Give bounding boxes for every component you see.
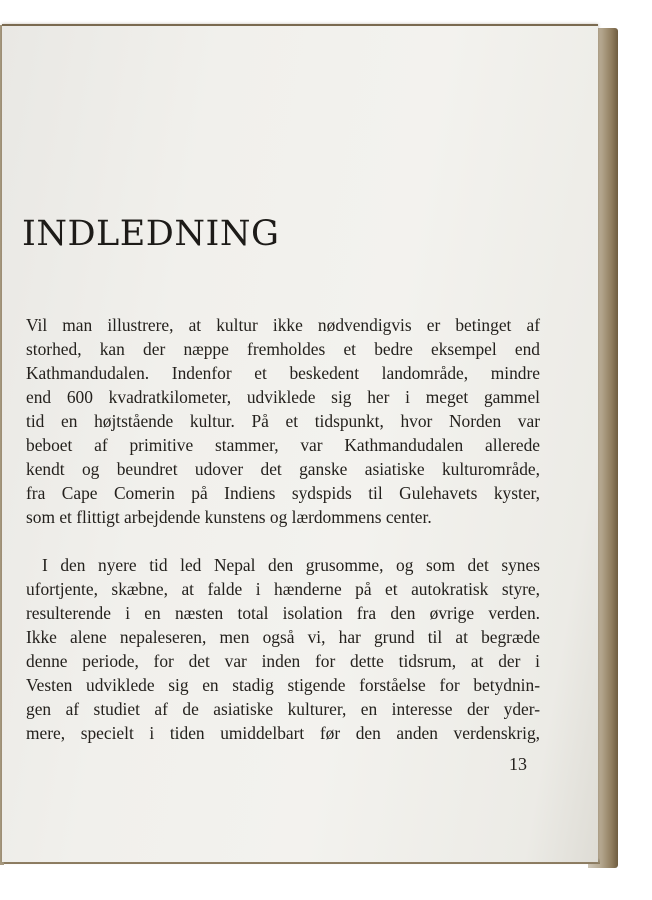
page-number: 13 <box>509 754 527 774</box>
text-line: mere, specielt i tiden umiddelbart før den anden verdenskrig, <box>26 723 540 743</box>
body-text <box>26 313 540 745</box>
paragraph-1 <box>26 313 540 529</box>
text-line: Vil man illustrere, at kultur ikke nødvendigvis er betinget af <box>26 315 540 335</box>
text-line: storhed, kan der næppe fremholdes et bedre eksempel end <box>26 339 540 359</box>
text-line: tid en højtstående kultur. På et tidspunkt, hvor Norden var <box>26 411 540 431</box>
text-line: fra Cape Comerin på Indiens sydspids til Gulehavets kyster, <box>26 483 540 503</box>
text-line: resulterende i en næsten total isolation fra den øvrige verden. <box>26 603 540 623</box>
text-line: Ikke alene nepaleseren, men også vi, har grund til at begræde <box>26 627 540 647</box>
text-line: ufortjente, skæbne, at falde i hænderne på et autokratisk styre, <box>26 579 540 599</box>
text-line: gen af studiet af de asiatiske kulturer, en interesse der yder- <box>26 699 540 719</box>
text-line: kendt og beundret udover det ganske asiatiske kulturområde, <box>26 459 540 479</box>
text-line: I den nyere tid led Nepal den grusomme, og som det synes <box>42 555 540 575</box>
text-line: som et flittigt arbejdende kunstens og lærdommens center. <box>26 507 432 527</box>
text-line: end 600 kvadratkilometer, udviklede sig her i meget gammel <box>26 387 540 407</box>
text-line: Kathmandudalen. Indenfor et beskedent landområde, mindre <box>26 363 540 383</box>
text-line: beboet af primitive stammer, var Kathmandudalen allerede <box>26 435 540 455</box>
text-line: denne periode, for det var inden for dette tidsrum, at der i <box>26 651 540 671</box>
chapter-heading: INDLEDNING <box>22 214 280 254</box>
paragraph-2 <box>26 553 540 745</box>
book-page <box>2 24 598 862</box>
text-line: Vesten udviklede sig en stadig stigende forståelse for betydnin- <box>26 675 540 695</box>
